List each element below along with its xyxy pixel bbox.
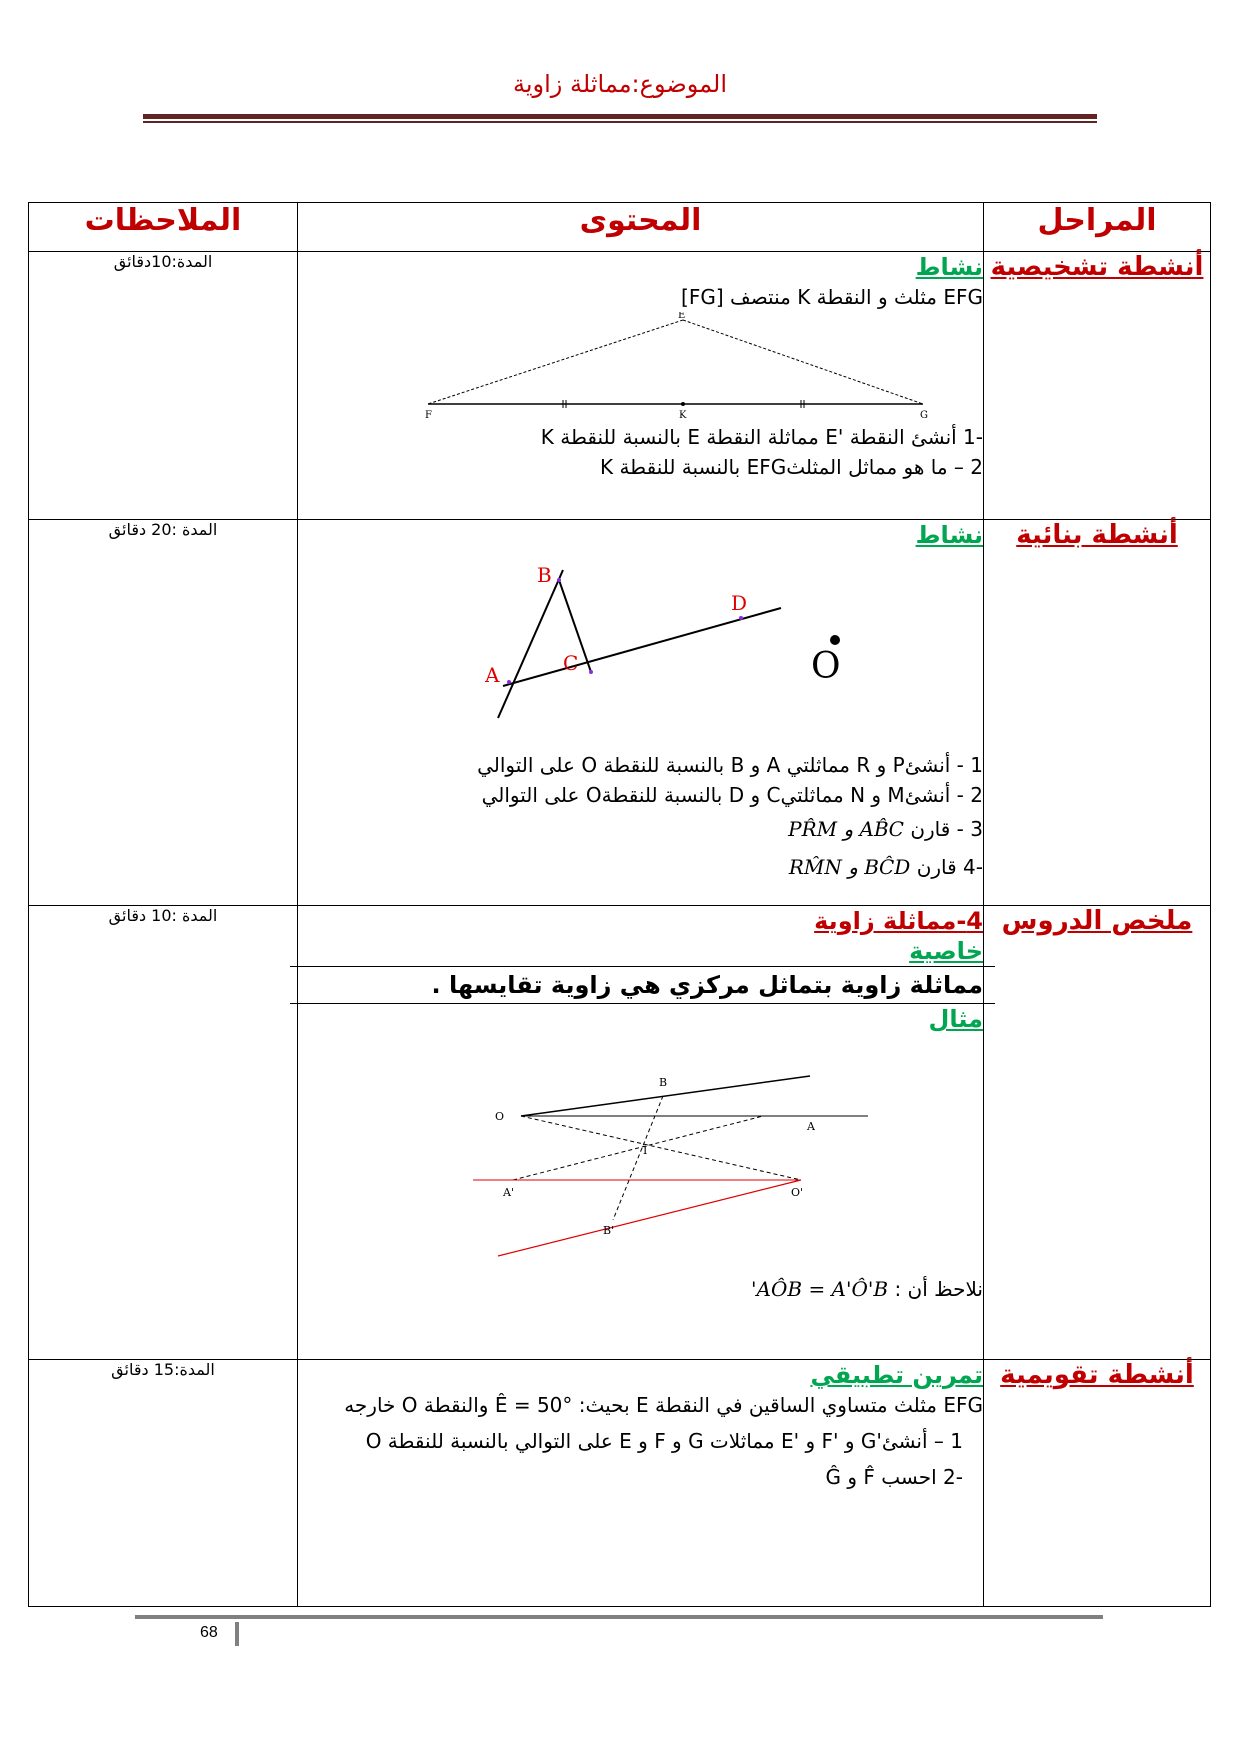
exercise-line-3: -2 احسب F̂ و Ĝ [825,1465,963,1489]
angles-figure [323,550,983,750]
conclusion [298,1274,983,1304]
label-O: O [495,1110,505,1123]
property-title: خاصية [909,937,983,965]
question-2: 2 - أنشئM و N مماثلتيC و D بالنسبة للنقطةO على التوالي [481,783,983,807]
exercise-line-2: 1 – أنشئ'G و 'F و 'E مماثلات G و F و E على التوالي بالنسبة للنقطة O [365,1429,963,1453]
stage-cell [984,906,1211,1360]
table-row [29,1360,1211,1607]
label-B: B [659,1076,668,1089]
question-3-math: AB̂C و PR̂M [788,817,904,841]
page-title: الموضوع:مماثلة زاوية [513,70,727,98]
label-E: E [678,312,686,321]
stage-cell [984,1360,1211,1607]
label-F: F [425,410,432,421]
header-content: المحتوى [298,203,984,252]
exercise-title: تمرين تطبيقي [810,1361,983,1389]
note-cell: المدة :10 دقائق [29,906,298,1360]
section-title: 4-مماثلة زاوية [814,907,983,935]
stage-label: ملخص الدروس [1001,906,1193,936]
stage-label: أنشطة تقويمية [1000,1360,1194,1390]
footer-bar [235,1622,239,1646]
exercise-line-1: EFG مثلث متساوي الساقين في النقطة E بحيث: Ê = 50° والنقطة O خارجه [344,1393,983,1417]
question-4-math: BĈD و RM̂N [788,855,911,879]
question-4-text: -4 قارن [916,855,983,879]
stage-label: أنشطة تشخيصية [990,252,1204,282]
page-number: 68 [200,1624,218,1641]
lesson-table [28,202,1211,1607]
header-stages: المراحل [984,203,1211,252]
label-G: G [920,410,928,421]
note-cell: المدة:15 دقائق [29,1360,298,1607]
table-header-row [29,203,1211,252]
question-1: -1 أنشئ النقطة 'E مماثلة النقطة E بالنسبة للنقطة K [540,425,983,449]
stage-label: أنشطة بنائية [1016,520,1178,550]
question-1: 1 - أنشئP و R مماثلتي A و B بالنسبة للنقطة O على التوالي [477,753,983,777]
label-I: I [643,1144,648,1157]
content-cell [298,252,984,520]
table-row [29,520,1211,906]
label-B-prime: B' [603,1224,615,1237]
example-title: مثال [928,1005,983,1033]
question-2: 2 – ما هو مماثل المثلثEFG بالنسبة للنقطة K [599,455,983,479]
label-B: B [537,563,552,587]
label-C: C [563,651,579,675]
content-cell [298,520,984,906]
title-divider [143,114,1097,119]
conclusion-text: نلاحظ أن : [894,1277,983,1301]
content-cell [298,906,984,1360]
stage-cell [984,252,1211,520]
label-O: O [811,646,841,687]
table-row [29,252,1211,520]
label-K: K [679,410,687,421]
table-row [29,906,1211,1360]
label-A-prime: A' [503,1186,514,1199]
note-cell: المدة :20 دقائق [29,520,298,906]
header-notes: الملاحظات [29,203,298,252]
question-3 [298,814,983,844]
property-text: مماثلة زاوية بتماثل مركزي هي زاوية تقايسها . [431,971,983,999]
conclusion-math: AÔB = A'Ô'B' [751,1277,889,1301]
label-A: A [485,663,500,687]
label-A: A [807,1120,815,1133]
property-box [290,966,995,1004]
activity-title: نشاط [915,521,983,549]
label-D: D [731,591,748,615]
title-divider-thin [143,121,1097,123]
activity-intro: EFG مثلث و النقطة K منتصف [FG] [681,285,983,309]
note-cell: المدة:10دقائق [29,252,298,520]
example-figure [323,1034,983,1274]
question-4 [298,852,983,882]
label-O-prime: O' [791,1186,804,1199]
content-cell [298,1360,984,1607]
triangle-figure [323,312,983,422]
stage-cell [984,520,1211,906]
activity-title: نشاط [915,253,983,281]
question-3-text: 3 - قارن [910,817,983,841]
footer-divider [135,1615,1103,1619]
